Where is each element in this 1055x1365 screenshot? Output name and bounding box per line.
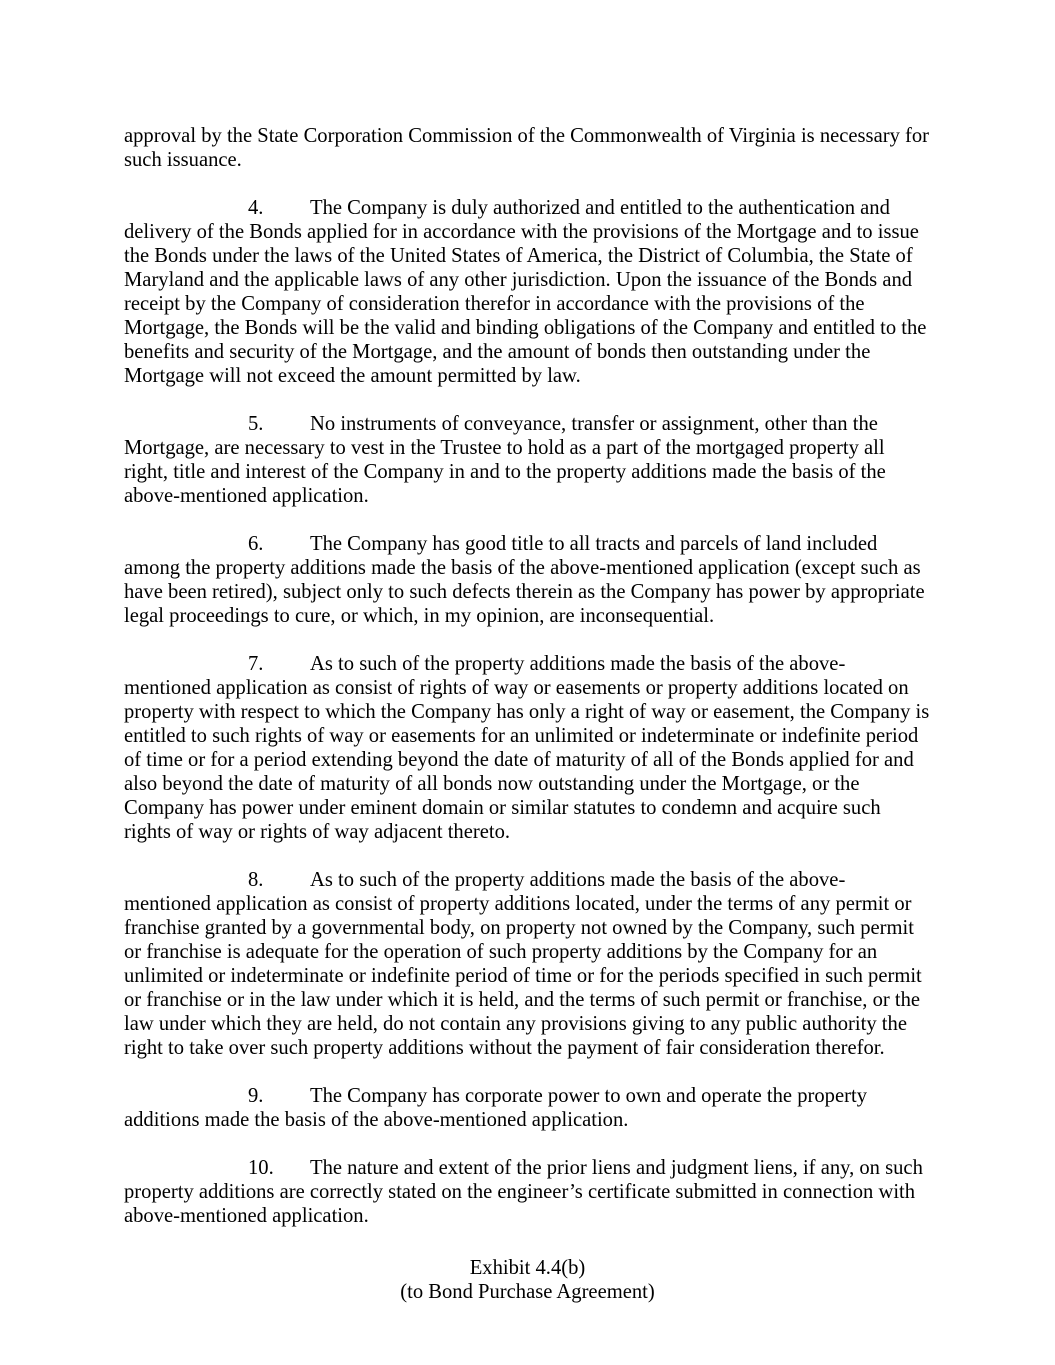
paragraph-6 <box>124 532 932 628</box>
paragraph-number: 7. <box>248 653 264 675</box>
paragraph-number: 6. <box>248 533 264 555</box>
paragraph-7 <box>124 652 932 844</box>
paragraph-number: 8. <box>248 869 264 891</box>
paragraph-text: The nature and extent of the prior liens and judgment liens, if any, on such property additions are correctly stated on the engineer’s certificate submitted in connection with above-mentioned application. <box>124 1157 923 1227</box>
paragraph-9 <box>124 1084 932 1132</box>
exhibit-reference: (to Bond Purchase Agreement) <box>400 1281 655 1303</box>
paragraph-5 <box>124 412 932 508</box>
paragraph-8 <box>124 868 932 1060</box>
exhibit-label: Exhibit 4.4(b) <box>469 1257 586 1279</box>
paragraph-10 <box>124 1156 932 1228</box>
continuation-paragraph: approval by the State Corporation Commission of the Commonwealth of Virginia is necessary for such issuance. <box>124 125 930 171</box>
paragraph-number: 10. <box>248 1157 274 1179</box>
paragraph-text: No instruments of conveyance, transfer or assignment, other than the Mortgage, are necessary to vest in the Trustee to hold as a part of the mortgaged property all right, title and interest of the Company in and to the property additions made the basis of the above-mentioned application. <box>124 413 886 507</box>
paragraph-number: 4. <box>248 197 264 219</box>
paragraph-text: The Company is duly authorized and entitled to the authentication and delivery of the Bonds applied for in accordance with the provisions of the Mortgage and to issue the Bonds under the laws of the United States of America, the District of Columbia, the State of Maryland and the applicable laws of any other jurisdiction. Upon the issuance of the Bonds and receipt by the Company of consideration therefor in accordance with the provisions of the Mortgage, the Bonds will be the valid and binding obligations of the Company and entitled to the benefits and security of the Mortgage, and the amount of bonds then outstanding under the Mortgage will not exceed the amount permitted by law. <box>124 197 927 387</box>
paragraph-text: The Company has good title to all tracts and parcels of land included among the property additions made the basis of the above-mentioned application (except such as have been retired), subject only to such defects therein as the Company has power by appropriate legal proceedings to cure, or which, in my opinion, are inconsequential. <box>124 533 925 627</box>
paragraph-text: The Company has corporate power to own and operate the property additions made the basis of the above-mentioned application. <box>124 1085 867 1131</box>
paragraph-4 <box>124 196 932 388</box>
paragraph-text: As to such of the property additions made the basis of the above-mentioned application as consist of rights of way or easements or property additions located on property with respect to which the Company has only a right of way or easement, the Company is entitled to such rights of way or easements for an unlimited or indeterminate or indefinite period of time or for a period extending beyond the date of maturity of all of the Bonds applied for and also beyond the date of maturity of all bonds now outstanding under the Mortgage, or the Company has power under eminent domain or similar statutes to condemn and acquire such rights of way or rights of way adjacent thereto. <box>124 653 930 843</box>
page-footer <box>0 1256 1055 1304</box>
paragraph-text: As to such of the property additions made the basis of the above-mentioned application as consist of property additions located, under the terms of any permit or franchise granted by a governmental body, on property not owned by the Company, such permit or franchise is adequate for the operation of such property additions by the Company for an unlimited or indeterminate or indefinite period of time or for the periods specified in such permit or franchise or in the law under which it is held, and the terms of such permit or franchise, or the law under which they are held, do not contain any provisions giving to any public authority the right to take over such property additions without the payment of fair consideration therefor. <box>124 869 922 1059</box>
paragraph-number: 9. <box>248 1085 264 1107</box>
paragraph-number: 5. <box>248 413 264 435</box>
document-body <box>124 124 932 1252</box>
